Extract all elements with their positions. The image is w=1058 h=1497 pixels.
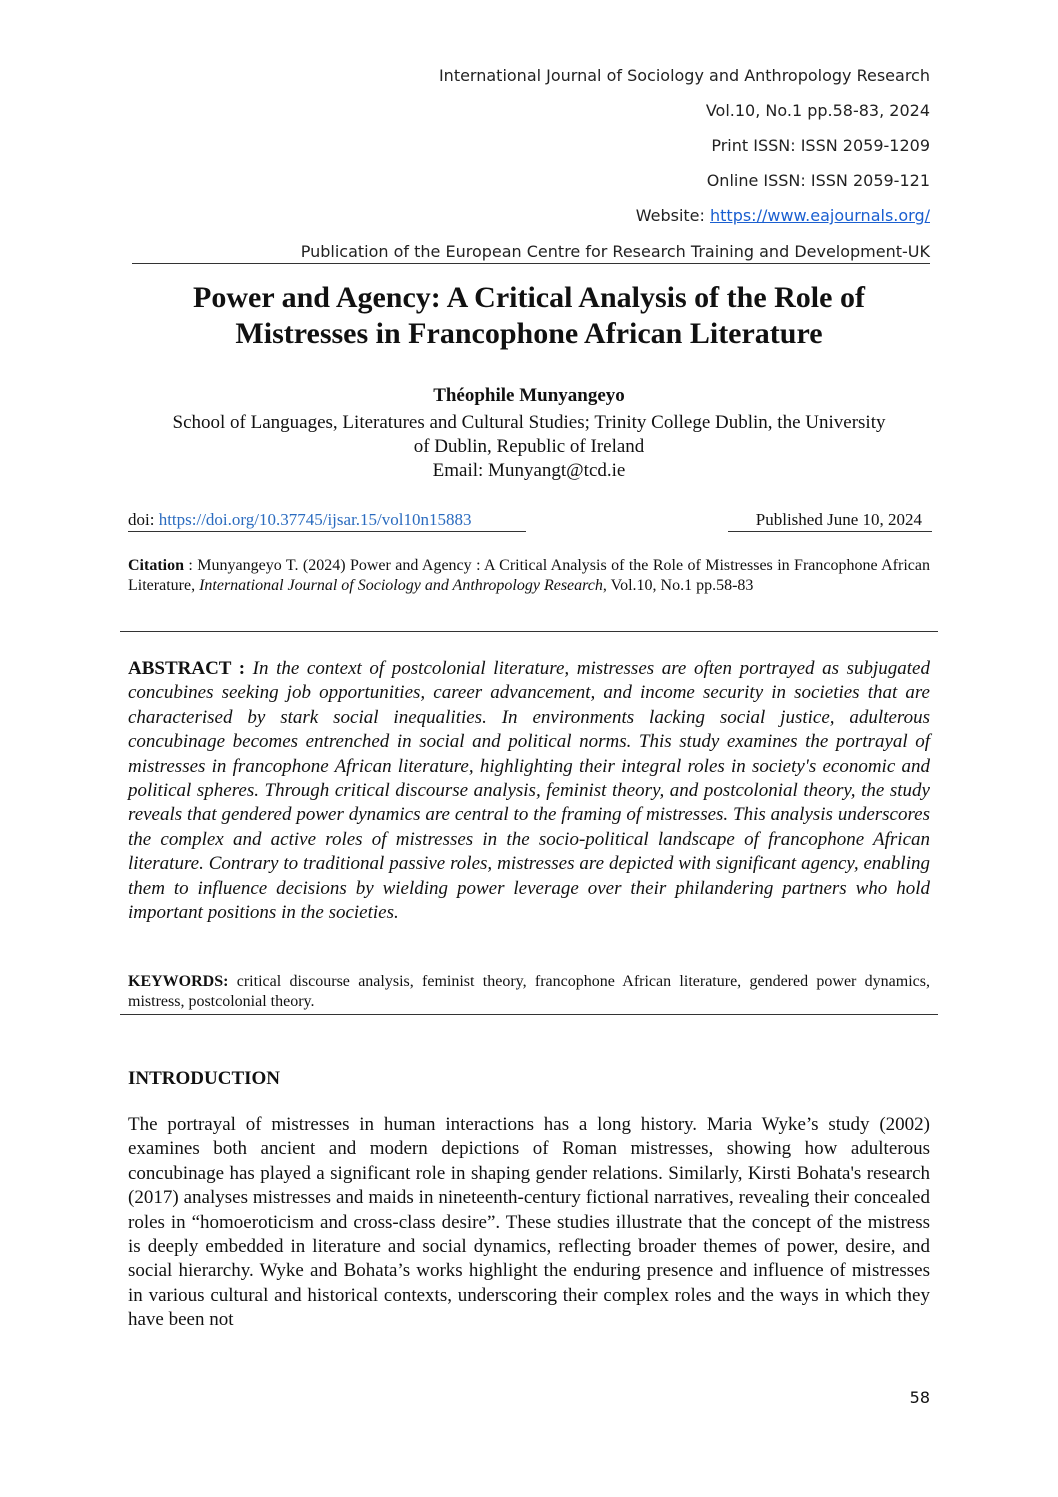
keywords bbox=[128, 972, 930, 1012]
publisher-line: Publication of the European Centre for Research Training and Development-UK bbox=[132, 242, 930, 264]
citation-divider bbox=[120, 631, 938, 632]
journal-name: International Journal of Sociology and Anthropology Research bbox=[438, 66, 930, 85]
author-email: Email: Munyangt@tcd.ie bbox=[432, 460, 626, 481]
doi bbox=[128, 510, 472, 530]
keywords-text: critical discourse analysis, feminist theory, francophone African literature, gendered power dynamics, mistress, postcolonial theory. bbox=[128, 973, 930, 1010]
title-line-2: Mistresses in Francophone African Literature bbox=[235, 317, 823, 350]
website-label: Website: bbox=[635, 206, 710, 225]
doi-label: doi: bbox=[128, 510, 159, 529]
published-underline bbox=[728, 531, 932, 532]
doi-link[interactable]: https://doi.org/10.37745/ijsar.15/vol10n15883 bbox=[158, 510, 472, 529]
keywords-divider bbox=[120, 1014, 938, 1015]
title-line-1: Power and Agency: A Critical Analysis of the Role of bbox=[193, 281, 865, 314]
author-affiliation bbox=[128, 411, 930, 483]
author-name: Théophile Munyangeyo bbox=[433, 385, 625, 406]
keywords-label: KEYWORDS: bbox=[128, 973, 229, 990]
introduction-paragraph: The portrayal of mistresses in human interactions has a long history. Maria Wyke’s study (2002) examines both ancient and modern depictions of Roman mistresses, showing how adulterous concubinage has played a significant role in shaping gender relations. Similarly, Kirsti Bohata's research (2017) analyses mistresses and maids in nineteenth-century fictional narratives, revealing their concealed roles in “homoeroticism and cross-class desire”. These studies illustrate that the concept of the mistress is deeply embedded in literature and social dynamics, reflecting broader themes of power, desire, and social hierarchy. Wyke and Bohata’s works highlight the enduring presence and influence of mistresses in various cultural and historical contexts, underscoring their complex roles and the ways in which they have been not bbox=[128, 1114, 930, 1331]
online-issn: Online ISSN: ISSN 2059-121 bbox=[706, 171, 930, 190]
website-line bbox=[636, 206, 930, 225]
website-link[interactable]: https://www.eajournals.org/ bbox=[710, 206, 930, 225]
affiliation-line-2: of Dublin, Republic of Ireland bbox=[413, 436, 645, 457]
citation-journal: International Journal of Sociology and Anthropology Research bbox=[199, 577, 603, 594]
abstract-text: In the context of postcolonial literature, mistresses are often portrayed as subjugated concubines seeking job opportunities, career advancement, and income security in societies that are characterised by stark social inequalities. In environments lacking social justice, adulterous concubinage becomes entrenched in social and political norms. This study examines the portrayal of mistresses in francophone African literature, highlighting their integral roles in society's economic and political spheres. Through critical discourse analysis, feminist theory, and postcolonial theory, the study reveals that gendered power dynamics are central to the framing of mistresses. This analysis underscores the complex and active roles of mistresses in the socio-political landscape of francophone African literature. Contrary to traditional passive roles, mistresses are depicted with significant agency, enabling them to influence decisions by wielding power leverage over their philandering partners who hold important positions in the societies. bbox=[128, 658, 930, 924]
citation-sep: : bbox=[184, 557, 198, 574]
affiliation-line-1: School of Languages, Literatures and Cultural Studies; Trinity College Dublin, the University bbox=[172, 412, 886, 433]
print-issn: Print ISSN: ISSN 2059-1209 bbox=[711, 136, 930, 155]
citation bbox=[128, 556, 930, 596]
doi-underline bbox=[128, 531, 526, 532]
section-heading-introduction: INTRODUCTION bbox=[128, 1068, 281, 1089]
page-number: 58 bbox=[909, 1388, 930, 1407]
abstract bbox=[128, 657, 930, 925]
citation-text: Munyangeyo T. (2024) Power and Agency : A Critical Analysis of the Role of Mistresses in Francophone African Literature, bbox=[128, 557, 930, 594]
citation-tail: , Vol.10, No.1 pp.58-83 bbox=[602, 577, 754, 594]
volume-info: Vol.10, No.1 pp.58-83, 2024 bbox=[705, 101, 930, 120]
paper-title bbox=[128, 280, 930, 352]
citation-label: Citation bbox=[128, 557, 184, 574]
abstract-label: ABSTRACT : bbox=[128, 658, 253, 679]
published-date: Published June 10, 2024 bbox=[755, 510, 922, 529]
doi-row bbox=[128, 510, 930, 530]
